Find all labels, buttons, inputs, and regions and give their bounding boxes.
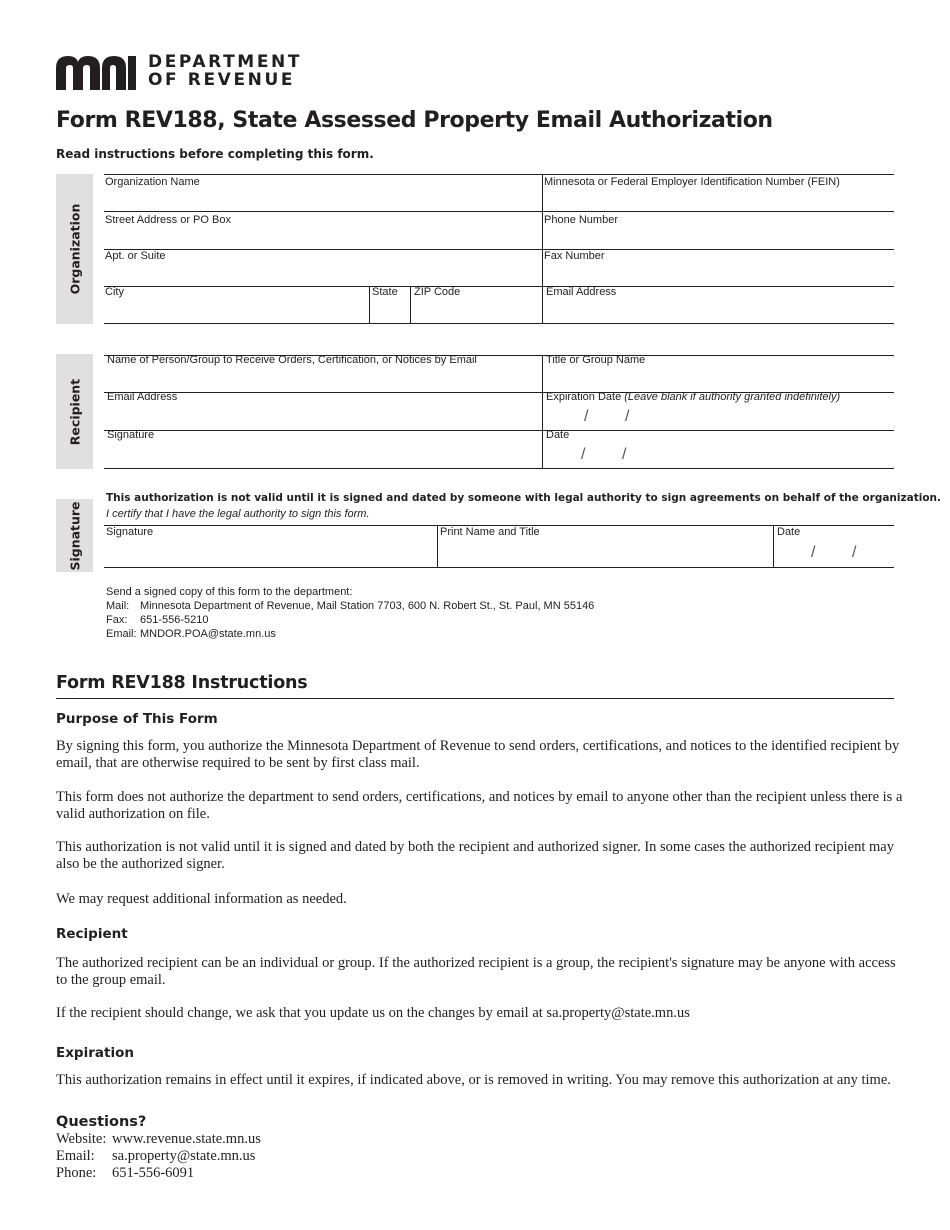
phone-key: Phone: xyxy=(56,1165,97,1181)
purpose-paragraph: By signing this form, you authorize the Minnesota Department of Revenue to send orders, certifications, and notices to the identified recipient by email, that are otherwise required to be sent by first class mail. xyxy=(56,738,900,771)
form-title: Form REV188, State Assessed Property Email Authorization xyxy=(56,108,773,133)
mail-line xyxy=(106,599,594,613)
instructions-title: Form REV188 Instructions xyxy=(56,673,308,693)
expiration-label: Expiration Date xyxy=(546,391,625,403)
field-label: Signature xyxy=(106,526,154,538)
website-line xyxy=(56,1131,261,1148)
purpose-paragraph: We may request additional information as needed. xyxy=(56,891,347,907)
mn-logo-icon xyxy=(56,56,136,90)
fax-line xyxy=(106,613,594,627)
field-label: Title or Group Name xyxy=(546,354,646,366)
date-separator: / xyxy=(852,544,857,561)
city-field[interactable] xyxy=(104,287,369,323)
field-label: Apt. or Suite xyxy=(105,250,166,262)
send-instructions xyxy=(106,585,594,641)
field-label: Signature xyxy=(107,429,155,441)
field-label: Street Address or PO Box xyxy=(105,214,231,226)
phone-number: 651-556-6091 xyxy=(112,1165,195,1181)
field-label: ZIP Code xyxy=(414,286,461,298)
organization-email-field[interactable] xyxy=(543,287,894,323)
recipient-date-field[interactable] xyxy=(543,431,894,468)
logo-line-2: OF REVENUE xyxy=(148,70,296,90)
expiration-heading: Expiration xyxy=(56,1045,134,1061)
recipient-paragraph: If the recipient should change, we ask that you update us on the changes by email at sa.property@state.mn.us xyxy=(56,1005,690,1021)
phone-number-field[interactable] xyxy=(543,212,894,249)
field-label: Date xyxy=(546,429,570,441)
recipient-heading: Recipient xyxy=(56,926,128,942)
organization-tab-label: Organization xyxy=(67,203,82,295)
signature-tab xyxy=(56,499,93,572)
field-label: City xyxy=(105,286,124,298)
date-separator: / xyxy=(811,544,816,561)
field-label: Organization Name xyxy=(105,176,200,188)
zip-code-field[interactable] xyxy=(411,287,542,323)
department-logo-text xyxy=(148,53,302,89)
field-label: Minnesota or Federal Employer Identification Number (FEIN) xyxy=(544,176,840,188)
state-field[interactable] xyxy=(370,287,410,323)
fax-number: 651-556-5210 xyxy=(140,614,209,626)
recipient-paragraph: The authorized recipient can be an individual or group. If the authorized recipient is a group, the recipient's signature may be anyone with access to the group email. xyxy=(56,955,896,988)
street-address-field[interactable] xyxy=(104,212,542,249)
field-label: Name of Person/Group to Receive Orders, Certification, or Notices by Email xyxy=(107,354,477,366)
apt-suite-field[interactable] xyxy=(104,250,542,286)
field-label xyxy=(546,391,894,403)
fax-number-field[interactable] xyxy=(543,250,894,286)
certify-statement: I certify that I have the legal authority to sign this form. xyxy=(106,508,370,520)
email-line xyxy=(106,627,594,641)
contact-email-link[interactable]: sa.property@state.mn.us xyxy=(112,1148,256,1164)
signature-tab-label: Signature xyxy=(67,500,82,571)
fax-key: Fax: xyxy=(106,614,128,626)
purpose-heading: Purpose of This Form xyxy=(56,711,218,727)
authorized-signature-field[interactable] xyxy=(104,526,437,567)
mail-address: Minnesota Department of Revenue, Mail Station 7703, 600 N. Robert St., St. Paul, MN 55146 xyxy=(140,600,595,612)
date-separator: / xyxy=(622,446,627,463)
authorized-date-field[interactable] xyxy=(774,526,894,567)
divider xyxy=(104,468,894,469)
email-address[interactable]: MNDOR.POA@state.mn.us xyxy=(140,628,276,640)
title-group-name-field[interactable] xyxy=(543,356,894,392)
recipient-tab-label: Recipient xyxy=(67,378,82,445)
logo-line-1: DEPARTMENT xyxy=(148,52,303,72)
fein-field[interactable] xyxy=(543,175,894,211)
recipient-signature-field[interactable] xyxy=(104,431,542,468)
divider xyxy=(56,698,894,699)
field-label: Print Name and Title xyxy=(440,526,540,538)
date-separator: / xyxy=(584,408,589,425)
recipient-name-field[interactable] xyxy=(104,356,542,392)
purpose-paragraph: This form does not authorize the department to send orders, certifications, and notices by email to anyone other than the recipient unless there is a valid authorization on file. xyxy=(56,789,903,822)
divider xyxy=(104,323,894,324)
field-label: Date xyxy=(777,526,801,538)
recipient-email-field[interactable] xyxy=(104,393,542,430)
contact-email-key: Email: xyxy=(56,1148,95,1164)
read-instructions-note: Read instructions before completing this form. xyxy=(56,147,374,161)
expiration-paragraph: This authorization remains in effect until it expires, if indicated above, or is removed in writing. You may remove this authorization at any time. xyxy=(56,1072,891,1088)
website-link[interactable]: www.revenue.state.mn.us xyxy=(112,1131,261,1147)
expiration-date-field[interactable] xyxy=(543,393,894,430)
recipient-tab xyxy=(56,354,93,469)
field-label: Fax Number xyxy=(544,250,605,262)
field-label: Email Address xyxy=(107,391,178,403)
email-key: Email: xyxy=(106,628,137,640)
date-separator: / xyxy=(581,446,586,463)
send-intro: Send a signed copy of this form to the department: xyxy=(106,586,353,598)
divider xyxy=(104,567,894,568)
field-label: Phone Number xyxy=(544,214,618,226)
purpose-paragraph: This authorization is not valid until it is signed and dated by both the recipient and authorized signer. In some cases the authorized recipient may also be the authorized signer. xyxy=(56,839,894,872)
print-name-title-field[interactable] xyxy=(438,526,773,567)
phone-line xyxy=(56,1165,194,1182)
website-key: Website: xyxy=(56,1131,107,1147)
questions-heading: Questions? xyxy=(56,1114,147,1130)
field-label: Email Address xyxy=(546,286,617,298)
expiration-note: (Leave blank if authority granted indefinitely) xyxy=(624,391,841,403)
date-separator: / xyxy=(625,408,630,425)
field-label: State xyxy=(372,286,398,298)
authorization-validity-note: This authorization is not valid until it is signed and dated by someone with legal authority to sign agreements on behalf of the organization. xyxy=(106,492,941,504)
organization-name-field[interactable] xyxy=(104,175,542,211)
contact-email-line xyxy=(56,1148,255,1165)
mail-key: Mail: xyxy=(106,600,130,612)
organization-tab xyxy=(56,174,93,324)
